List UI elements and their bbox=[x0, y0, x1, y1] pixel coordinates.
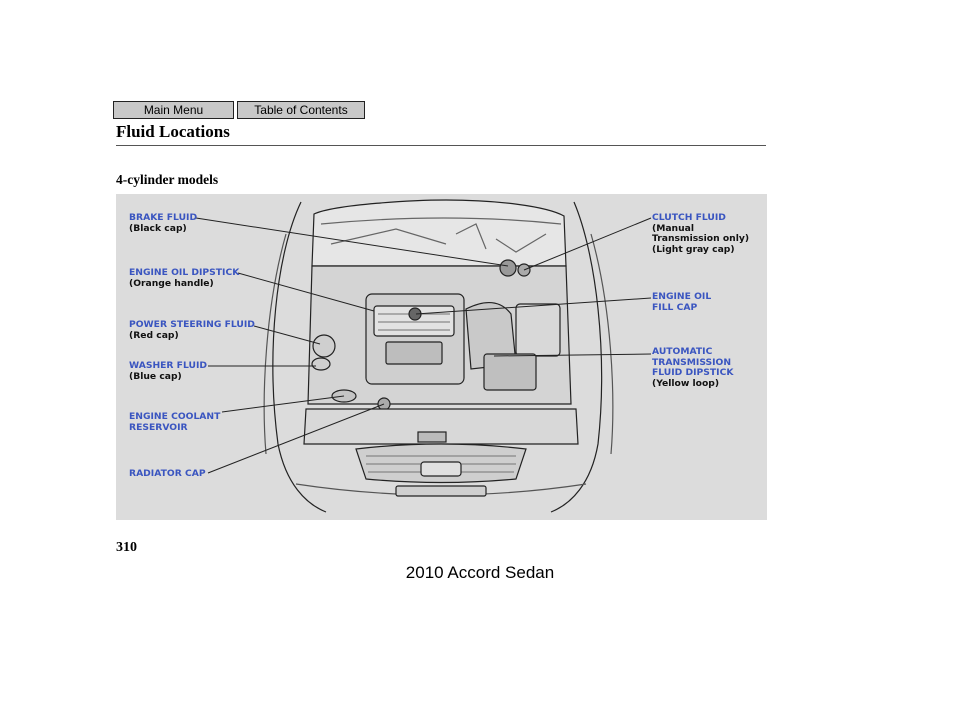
atf-dipstick-line1: AUTOMATIC bbox=[652, 346, 713, 357]
engine-oil-dipstick-name: ENGINE OIL DIPSTICK bbox=[129, 267, 240, 278]
brake-fluid-note: (Black cap) bbox=[129, 222, 187, 234]
label-engine-coolant-reservoir bbox=[129, 412, 220, 433]
page-number: 310 bbox=[116, 540, 137, 555]
label-brake-fluid bbox=[129, 213, 197, 234]
radiator-cap-name: RADIATOR CAP bbox=[129, 468, 206, 479]
power-steering-fluid-name: POWER STEERING FLUID bbox=[129, 319, 255, 330]
power-steering-reservoir bbox=[313, 335, 335, 357]
clutch-fluid-name: CLUTCH FLUID bbox=[652, 212, 726, 223]
engine-oil-dipstick-note: (Orange handle) bbox=[129, 277, 214, 289]
license-plate-area bbox=[396, 486, 486, 496]
clutch-fluid-note2: Transmission only) bbox=[652, 233, 750, 244]
air-box bbox=[516, 304, 560, 356]
section-subtitle: 4-cylinder models bbox=[116, 172, 219, 187]
engine-coolant-line1: ENGINE COOLANT bbox=[129, 411, 221, 422]
label-radiator-cap bbox=[129, 469, 206, 480]
hood-underside bbox=[312, 200, 566, 266]
atf-dipstick-note: (Yellow loop) bbox=[652, 377, 720, 389]
table-of-contents-button[interactable]: Table of Contents bbox=[237, 101, 365, 119]
brake-fluid-reservoir bbox=[500, 260, 516, 276]
brake-fluid-name: BRAKE FLUID bbox=[129, 212, 198, 223]
emblem bbox=[421, 462, 461, 476]
battery bbox=[484, 354, 536, 390]
page-title: Fluid Locations bbox=[116, 122, 230, 141]
main-menu-button[interactable]: Main Menu bbox=[113, 101, 234, 119]
label-engine-oil-fill-cap bbox=[652, 292, 711, 313]
label-washer-fluid bbox=[129, 361, 207, 382]
engine-oil-fill-cap-line1: ENGINE OIL bbox=[652, 291, 712, 302]
clutch-fluid-note1: (Manual bbox=[652, 222, 694, 234]
washer-fluid-name: WASHER FLUID bbox=[129, 360, 207, 371]
washer-fluid-note: (Blue cap) bbox=[129, 370, 182, 382]
title-divider bbox=[116, 145, 766, 146]
label-engine-oil-dipstick bbox=[129, 268, 239, 289]
engine-oil-fill-cap-line2: FILL CAP bbox=[652, 301, 698, 313]
label-clutch-fluid bbox=[652, 213, 749, 255]
footer-watermark: 2010 Accord Sedan bbox=[405, 563, 555, 582]
engine-coolant-line2: RESERVOIR bbox=[129, 421, 188, 433]
power-steering-fluid-note: (Red cap) bbox=[129, 329, 179, 341]
label-power-steering-fluid bbox=[129, 320, 255, 341]
washer-fluid-reservoir bbox=[312, 358, 330, 370]
atf-dipstick-line2: TRANSMISSION bbox=[652, 356, 732, 368]
atf-dipstick-line3: FLUID DIPSTICK bbox=[652, 367, 734, 378]
label-atf-dipstick bbox=[652, 347, 733, 389]
clutch-fluid-note3: (Light gray cap) bbox=[652, 243, 735, 255]
